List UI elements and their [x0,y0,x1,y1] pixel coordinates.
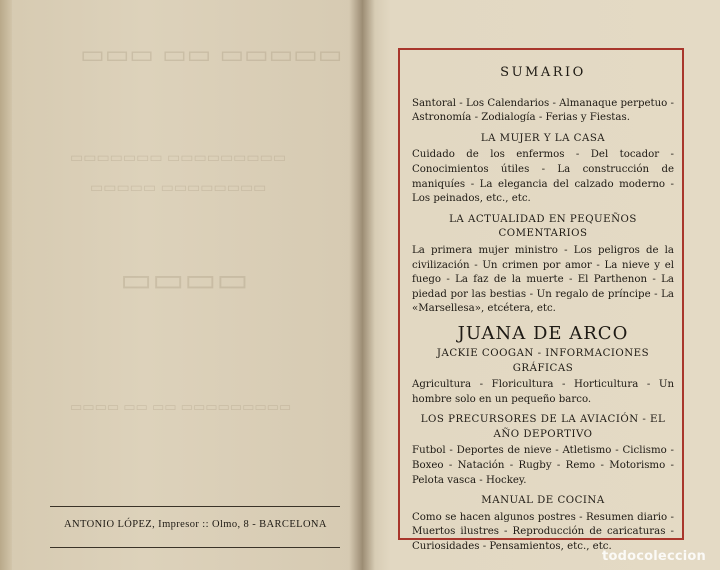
summary-content [412,66,674,555]
section-text: Cuidado de los enfermos - Del tocador - Conocimientos útiles - La construcción de maniquíes - La elegancia del calzado moderno - Los peinados, etc., etc. [412,149,674,205]
section-heading: JACKIE COOGAN - INFORMACIONES GRÁFICAS [436,347,650,374]
show-through-text: ▭▭▭ ▭▭ ▭▭▭▭▭ [80,40,343,70]
section-text: La primera mujer ministro - Los peligros de la civilización - Un crimen por amor - La nieve y el fuego - La faz de la muerte - El Parthenon - La piedad por las bestias - Un regalo de príncipe - La «Marsellesa», etcétera, etc. [412,244,674,315]
show-through-text: ▭▭▭▭▭ ▭▭▭▭▭▭▭▭ [90,180,267,196]
section-heading: LA ACTUALIDAD EN PEQUEÑOS COMENTARIOS [449,213,637,240]
printer-imprint [50,506,340,548]
page-edge [0,0,12,570]
summary-intro: Santoral - Los Calendarios - Almanaque perpetuo - Astronomía - Zodialogía - Ferias y Fiestas. [412,97,674,124]
book-gutter [349,0,375,570]
section-heading: LA MUJER Y LA CASA [480,132,606,144]
feature-heading: JUANA DE ARCO [457,322,629,344]
section-text: Como se hacen algunos postres - Resumen diario - Muertos ilustres - Reproducción de caricaturas - Curiosidades - Pensamientos, etc., etc. [412,511,674,553]
section-heading: MANUAL DE COCINA [481,495,605,507]
imprint-text: ANTONIO LÓPEZ, Impresor :: Olmo, 8 - BARCELONA [64,519,327,530]
summary-title: SUMARIO [500,65,586,80]
section-heading: LOS PRECURSORES DE LA AVIACIÓN - EL AÑO DEPORTIVO [420,414,666,440]
watermark-logo: todocoleccion [602,549,706,564]
show-through-text: ▭▭▭▭▭▭▭ ▭▭▭▭▭▭▭▭▭ [70,150,287,166]
section-text: Agricultura - Floricultura - Horticultura - Un hombre solo en un pequeño barco. [412,379,674,405]
show-through-text: ▭▭▭▭ [120,260,249,300]
section-text: Futbol - Deportes de nieve - Atletismo - Ciclismo - Boxeo - Natación - Rugby - Remo - Motorismo - Pelota vasca - Hockey. [412,445,674,486]
summary-frame [398,48,684,553]
show-through-text: ▭▭▭▭ ▭▭ ▭▭ ▭▭▭▭▭▭▭▭▭ [70,400,292,415]
